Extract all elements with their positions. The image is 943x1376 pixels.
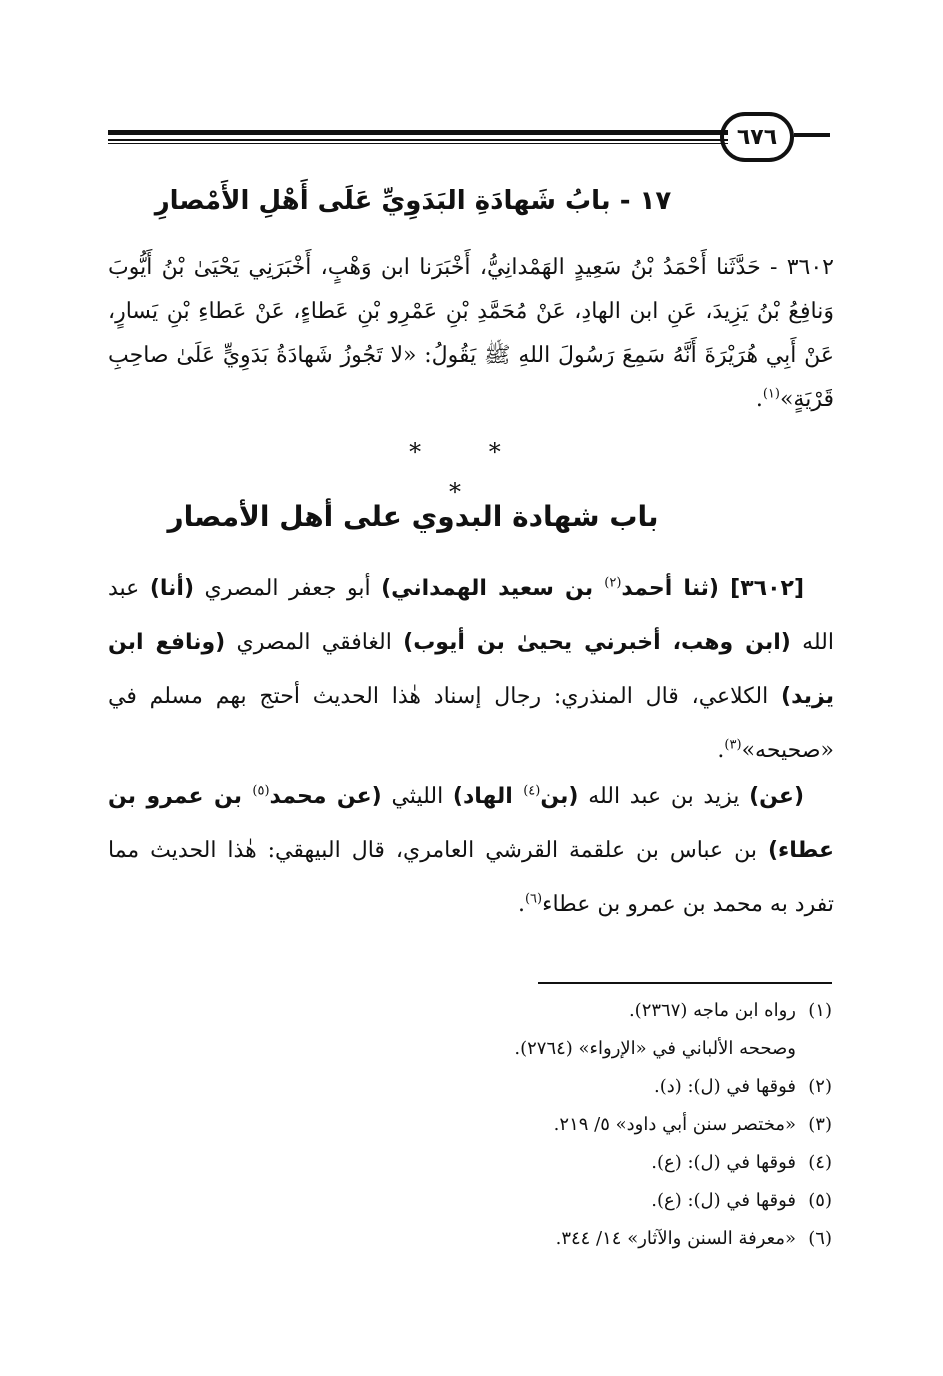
footnote-ref: (٢)	[604, 575, 622, 591]
footnote	[380, 1144, 832, 1182]
footnote-number: (٢)	[808, 1076, 832, 1097]
footnote	[380, 1106, 832, 1144]
footnote-text: فوقها في (ل): (د).	[653, 1076, 796, 1097]
commentary-paragraph-2: (عن) يزيد بن عبد الله (بن$^{(٤)}$ الهاد) الليثي (عن محمد$^{(٥)}$ بن عمرو بن عطاء) بن عباس بن علقمة القرشي العامري، قال البيهقي: هٰذا الحديث مما تفرد به محمد بن عمرو بن عطاء$^{(٦)}$.	[108, 783, 834, 917]
page-number: ٦٧٦	[720, 112, 794, 162]
footnote-ref: (٥)	[252, 783, 270, 799]
footnote-text: «معرفة السنن والآثار» ١٤/ ٣٤٤.	[555, 1228, 796, 1249]
footnote	[380, 1182, 832, 1220]
chapter-title: ١٧ - بابُ شَهادَةِ البَدَوِيِّ عَلَى أَهْلِ الأَمْصارِ	[154, 186, 672, 216]
footnote-text: «مختصر سنن أبي داود» ٥/ ٢١٩.	[553, 1114, 796, 1135]
hadith-text: ٣٦٠٢ - حَدَّثَنا أَحْمَدُ بْنُ سَعِيدٍ الهَمْدانِيُّ، أَخْبَرَنا ابن وَهْبٍ، أَخْبَرَنِي يَحْيَىٰ بْنُ أَيُّوبَ وَنافِعُ بْنُ يَزِيدَ، عَنِ ابن الهادِ، عَنْ مُحَمَّدِ بْنِ عَمْرِو بْنِ عَطاءٍ، عَنْ عَطاءِ بْنِ يَسارٍ، عَنْ أَبِي هُرَيْرَةَ أَنَّهُ سَمِعَ رَسُولَ اللهِ ﷺ يَقُولُ: «لا تَجُوزُ شَهادَةُ بَدَوِيٍّ عَلَىٰ صاحِبِ قَرْيَةٍ»$^{(١)}$.	[108, 255, 834, 412]
footnote-text: فوقها في (ل): (ع).	[651, 1190, 796, 1211]
footnote-number: (٣)	[808, 1114, 832, 1135]
footnote-continuation	[380, 1030, 832, 1068]
footnote-ref: (٤)	[523, 783, 541, 799]
footnote-number: (٤)	[808, 1152, 832, 1173]
footnote	[380, 1068, 832, 1106]
footnote-number: (٥)	[808, 1190, 832, 1211]
footnote-text: رواه ابن ماجه (٢٣٦٧).	[628, 1000, 796, 1021]
section-separator: * * *	[409, 438, 531, 506]
footnotes	[380, 992, 832, 1258]
commentary-title: باب شهادة البدوي على أهل الأمصار	[167, 500, 659, 533]
footnote-ref: (١)	[762, 386, 780, 402]
footnote-text: فوقها في (ل): (ع).	[651, 1152, 796, 1173]
footnote-number: (٦)	[808, 1228, 832, 1249]
footnote	[380, 992, 832, 1030]
footnote	[380, 1220, 832, 1258]
footnote-ref: (٣)	[724, 737, 742, 753]
footnote-ref: (٦)	[524, 891, 543, 907]
header-rule	[108, 128, 728, 148]
commentary-paragraph-1: [٣٦٠٢] (ثنا أحمد$^{(٢)}$ بن سعيد الهمداني) أبو جعفر المصري (أنا) عبد الله (ابن وهب، أخبرني يحيىٰ بن أيوب) الغافقي المصري (ونافع ابن يزيد) الكلاعي، قال المنذري: رجال إسناد هٰذا الحديث أحتج بهم مسلم في «صحيحه»$^{(٣)}$.	[108, 575, 834, 763]
footnote-text: وصححه الألباني في «الإرواء» (٢٧٦٤).	[514, 1038, 796, 1059]
hadith-body: ٣٦٠٢ - حَدَّثَنا أَحْمَدُ بْنُ سَعِيدٍ الهَمْدانِيُّ، أَخْبَرَنا ابن وَهْبٍ، أَخْبَرَنِي يَحْيَىٰ بْنُ أَيُّوبَ وَنافِعُ بْنُ يَزِيدَ، عَنِ ابن الهادِ، عَنْ مُحَمَّدِ بْنِ عَمْرِو بْنِ عَطاءٍ، عَنْ عَطاءِ بْنِ يَسارٍ، عَنْ أَبِي هُرَيْرَةَ أَنَّهُ سَمِعَ رَسُولَ اللهِ ﷺ يَقُولُ: «لا تَجُوزُ شَهادَةُ بَدَوِيٍّ عَلَىٰ صاحِبِ قَرْيَةٍ»	[108, 255, 834, 412]
footnote-divider	[538, 982, 832, 984]
footnote-number: (١)	[808, 1000, 832, 1021]
header-rule-stub	[794, 133, 830, 137]
